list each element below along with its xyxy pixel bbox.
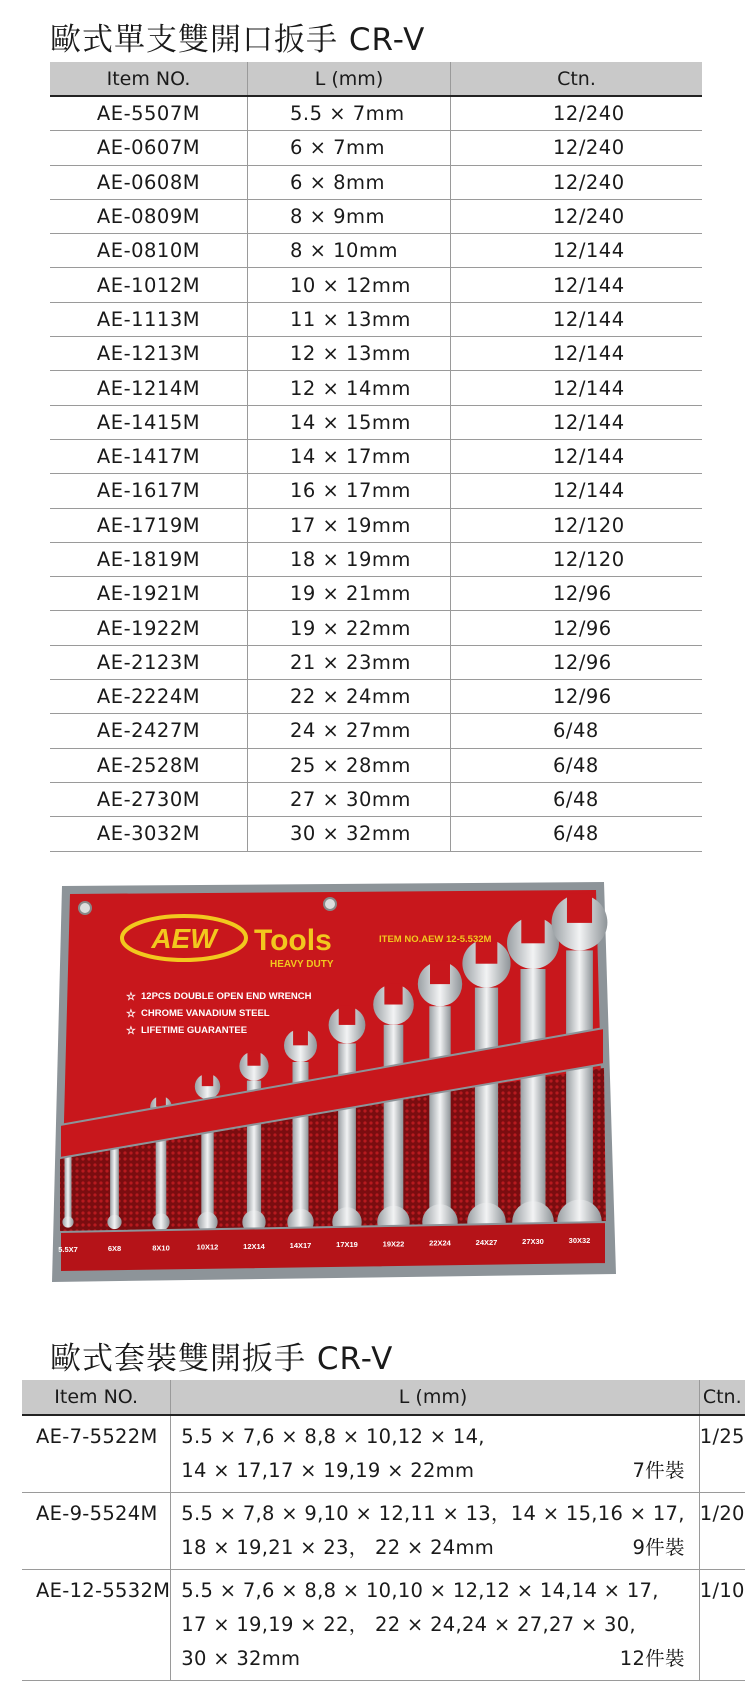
header-length: L (mm): [248, 62, 451, 96]
spec-line: 17 × 19,19 × 22， 22 × 24,24 × 27,27 × 30,: [181, 1613, 636, 1636]
length-cell: 10 × 12mm: [248, 268, 451, 302]
table-row: [50, 577, 702, 611]
feature-2: CHROME VANADIUM STEEL: [141, 1008, 270, 1019]
length-cell: 21 × 23mm: [248, 645, 451, 679]
carton-cell: 1/20: [699, 1493, 745, 1570]
table-row: [22, 1415, 745, 1493]
item-no-cell: AE-1415M: [50, 405, 248, 439]
carton-cell: 12/120: [451, 542, 703, 576]
wrench-set-photo: [44, 880, 664, 1288]
item-no-cell: AE-0810M: [50, 234, 248, 268]
length-cell: 12 × 13mm: [248, 337, 451, 371]
carton-cell: 12/144: [451, 439, 703, 473]
item-no-cell: AE-2123M: [50, 645, 248, 679]
item-no-cell: AE-1922M: [50, 611, 248, 645]
wrench-set-table: [22, 1380, 745, 1681]
table-row: [50, 234, 702, 268]
length-cell: 6 × 8mm: [248, 165, 451, 199]
piece-count: 7件裝: [632, 1459, 685, 1482]
aew-logo-text: AEW: [151, 923, 217, 954]
carton-cell: 12/240: [451, 131, 703, 165]
table-row: [50, 337, 702, 371]
item-no-cell: AE-0809M: [50, 199, 248, 233]
size-label: 22X24: [429, 1238, 451, 1248]
size-label-strip: [60, 1222, 606, 1272]
table-row: [50, 131, 702, 165]
length-cell: 24 × 27mm: [248, 714, 451, 748]
length-cell: 19 × 22mm: [248, 611, 451, 645]
size-label: 12X14: [243, 1241, 265, 1251]
single-wrench-table: [50, 62, 702, 852]
item-no-cell: AE-2528M: [50, 748, 248, 782]
spec-line: 18 × 19,21 × 23， 22 × 24mm: [181, 1536, 495, 1559]
feature-1: 12PCS DOUBLE OPEN END WRENCH: [141, 991, 312, 1002]
item-no-cell: AE-1617M: [50, 474, 248, 508]
length-cell: 14 × 15mm: [248, 405, 451, 439]
length-cell: 5.5 × 7mm: [248, 96, 451, 131]
item-number-text: ITEM NO.AEW 12-5.532M: [379, 934, 492, 945]
carton-cell: 6/48: [451, 714, 703, 748]
item-no-cell: AE-5507M: [50, 96, 248, 131]
header-carton: Ctn.: [699, 1380, 745, 1415]
table-row: [50, 611, 702, 645]
carton-cell: 1/10: [699, 1570, 745, 1681]
carton-cell: 12/144: [451, 371, 703, 405]
size-label: 24X27: [475, 1237, 498, 1247]
spec-line: 14 × 17,17 × 19,19 × 22mm: [181, 1459, 475, 1482]
carton-cell: 12/240: [451, 165, 703, 199]
carton-cell: 12/144: [451, 302, 703, 336]
length-cell: 12 × 14mm: [248, 371, 451, 405]
carton-cell: 12/96: [451, 611, 703, 645]
table-row: [50, 714, 702, 748]
piece-count: 12件裝: [619, 1647, 685, 1670]
item-no-cell: AE-1819M: [50, 542, 248, 576]
table-row: [50, 508, 702, 542]
length-cell: 25 × 28mm: [248, 748, 451, 782]
spec-line: 5.5 × 7,8 × 9,10 × 12,11 × 13，14 × 15,16 × 17,: [181, 1502, 685, 1525]
length-cell: 30 × 32mm: [248, 817, 451, 851]
header-length: L (mm): [171, 1380, 699, 1415]
table-header-row: [50, 62, 702, 96]
table-row: [50, 782, 702, 816]
size-label: 6X8: [107, 1244, 122, 1254]
length-cell: 19 × 21mm: [248, 577, 451, 611]
length-cell: [171, 1570, 699, 1681]
carton-cell: 12/144: [451, 234, 703, 268]
length-cell: 22 × 24mm: [248, 680, 451, 714]
carton-cell: 12/144: [451, 337, 703, 371]
carton-cell: 12/96: [451, 577, 703, 611]
length-cell: 14 × 17mm: [248, 439, 451, 473]
item-no-cell: AE-3032M: [50, 817, 248, 851]
size-label: 5.5X7: [58, 1245, 78, 1254]
spec-line-with-count: [181, 1454, 684, 1488]
table-row: [50, 817, 702, 851]
carton-cell: 12/144: [451, 474, 703, 508]
star-icon: ☆: [126, 991, 136, 1003]
table-row: [50, 302, 702, 336]
table-row: [50, 199, 702, 233]
size-label: 17X19: [336, 1240, 358, 1250]
length-cell: 17 × 19mm: [248, 508, 451, 542]
item-no-cell: AE-0608M: [50, 165, 248, 199]
item-no-cell: AE-1719M: [50, 508, 248, 542]
star-icon: ☆: [126, 1025, 136, 1037]
length-cell: 16 × 17mm: [248, 474, 451, 508]
carton-cell: 6/48: [451, 782, 703, 816]
carton-cell: 6/48: [451, 748, 703, 782]
piece-count: 9件裝: [632, 1536, 685, 1559]
length-cell: 6 × 7mm: [248, 131, 451, 165]
table-row: [50, 165, 702, 199]
table-row: [50, 474, 702, 508]
header-carton: Ctn.: [451, 62, 703, 96]
spec-line-with-count: [181, 1531, 684, 1565]
spec-line-with-count: [181, 1642, 684, 1676]
header-item-no: Item NO.: [22, 1380, 171, 1415]
table-row: [50, 268, 702, 302]
table-row: [50, 96, 702, 131]
length-cell: 8 × 9mm: [248, 199, 451, 233]
section-title-single-wrench: 歐式單支雙開口扳手 CR-V: [50, 22, 426, 58]
carton-cell: 12/144: [451, 268, 703, 302]
feature-3: LIFETIME GUARANTEE: [141, 1025, 248, 1036]
carton-cell: 6/48: [451, 817, 703, 851]
carton-cell: 1/25: [699, 1415, 745, 1493]
table-row: [50, 542, 702, 576]
section-title-wrench-set: 歐式套裝雙開扳手 CR-V: [50, 1341, 394, 1377]
star-icon: ☆: [126, 1008, 136, 1020]
item-no-cell: AE-1213M: [50, 337, 248, 371]
length-cell: 8 × 10mm: [248, 234, 451, 268]
table-row: [50, 645, 702, 679]
size-label: 27X30: [522, 1237, 544, 1246]
item-no-cell: AE-1417M: [50, 439, 248, 473]
heavy-duty-text: HEAVY DUTY: [270, 959, 334, 970]
table-row: [50, 405, 702, 439]
item-no-cell: AE-2730M: [50, 782, 248, 816]
grommet-left: [79, 902, 91, 914]
table-row: [50, 748, 702, 782]
item-no-cell: AE-12-5532M: [22, 1570, 171, 1681]
length-cell: 27 × 30mm: [248, 782, 451, 816]
carton-cell: 12/240: [451, 199, 703, 233]
item-no-cell: AE-1214M: [50, 371, 248, 405]
item-no-cell: AE-1113M: [50, 302, 248, 336]
table-row: [50, 680, 702, 714]
carton-cell: 12/240: [451, 96, 703, 131]
carton-cell: 12/96: [451, 645, 703, 679]
carton-cell: 12/96: [451, 680, 703, 714]
size-label: 19X22: [382, 1239, 405, 1249]
length-cell: 11 × 13mm: [248, 302, 451, 336]
size-label: 30X32: [568, 1236, 591, 1246]
spec-line: 5.5 × 7,6 × 8,8 × 10,10 × 12,12 × 14,14 × 17,: [181, 1579, 659, 1602]
carton-cell: 12/120: [451, 508, 703, 542]
tools-logo-text: Tools: [254, 924, 332, 957]
item-no-cell: AE-1921M: [50, 577, 248, 611]
table-header-row: [22, 1380, 745, 1415]
size-label: 14X17: [289, 1241, 312, 1250]
grommet-middle: [324, 898, 336, 910]
item-no-cell: AE-2427M: [50, 714, 248, 748]
table-row: [50, 439, 702, 473]
item-no-cell: AE-0607M: [50, 131, 248, 165]
table-row: [22, 1570, 745, 1681]
header-item-no: Item NO.: [50, 62, 248, 96]
spec-line: 30 × 32mm: [181, 1647, 301, 1670]
carton-cell: 12/144: [451, 405, 703, 439]
size-label: 10X12: [196, 1242, 219, 1252]
length-cell: [171, 1493, 699, 1570]
table-row: [22, 1493, 745, 1570]
item-no-cell: AE-2224M: [50, 680, 248, 714]
item-no-cell: AE-1012M: [50, 268, 248, 302]
item-no-cell: AE-9-5524M: [22, 1493, 171, 1570]
length-cell: 18 × 19mm: [248, 542, 451, 576]
item-no-cell: AE-7-5522M: [22, 1415, 171, 1493]
table-row: [50, 371, 702, 405]
size-label: 8X10: [152, 1243, 170, 1253]
spec-line: 5.5 × 7,6 × 8,8 × 10,12 × 14,: [181, 1425, 485, 1448]
length-cell: [171, 1415, 699, 1493]
